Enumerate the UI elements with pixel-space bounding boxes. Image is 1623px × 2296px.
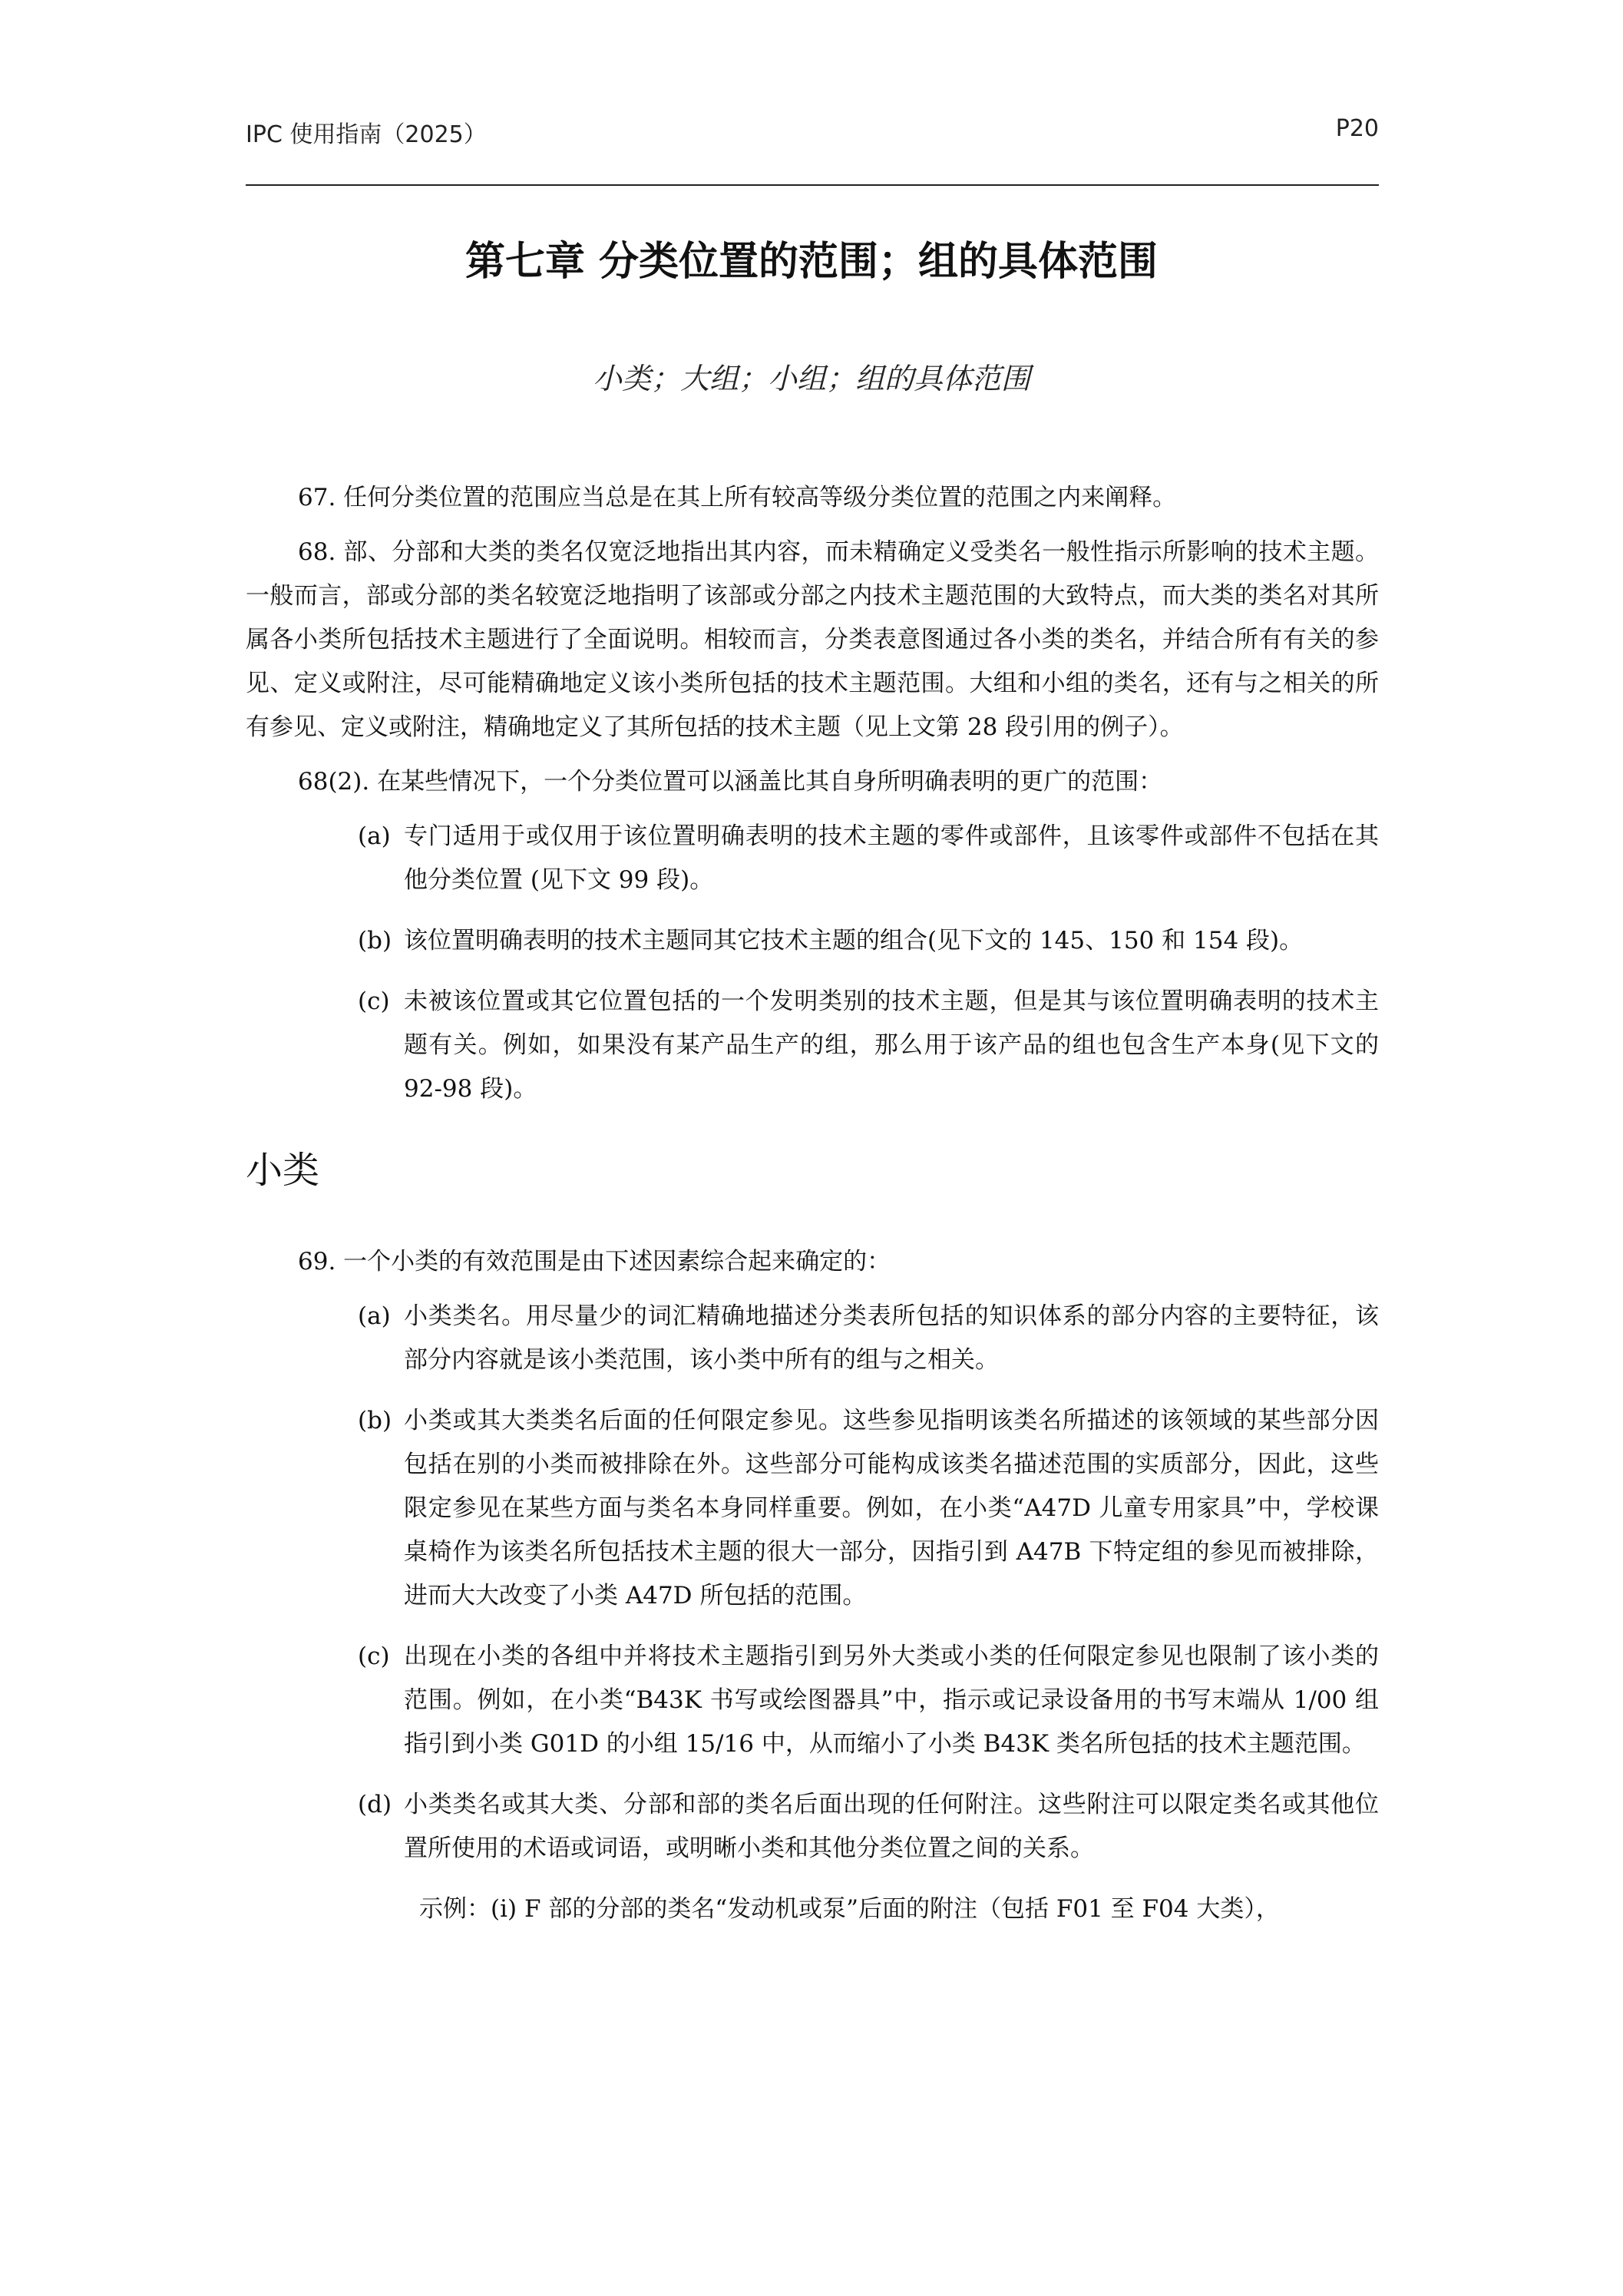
chapter-title: 第七章 分类位置的范围；组的具体范围 <box>464 239 1159 285</box>
page-number: P20 <box>1335 115 1379 142</box>
paragraph-67: 67. 任何分类位置的范围应当总是在其上所有较高等级分类位置的范围之内来阐释。 <box>298 484 1177 511</box>
list-item-text: 小类类名。用尽量少的词汇精确地描述分类表所包括的知识体系的部分内容的主要特征，该部分内容就是该小类范围，该小类中所有的组与之相关。 <box>404 1302 1379 1374</box>
list-item-label: (b) <box>358 1407 392 1434</box>
list-item <box>246 919 1379 963</box>
list-item-text: 专门适用于或仅用于该位置明确表明的技术主题的零件或部件，且该零件或部件不包括在其他分类位置 (见下文 99 段)。 <box>404 822 1379 894</box>
paragraph-68-2: 68(2). 在某些情况下，一个分类位置可以涵盖比其自身所明确表明的更广的范围： <box>298 768 1163 796</box>
header-divider <box>246 184 1379 186</box>
example-line: 示例：(i) F 部的分部的类名“发动机或泵”后面的附注（包括 F01 至 F04 大类）， <box>419 1895 1280 1923</box>
list-item-label: (b) <box>358 927 392 954</box>
paragraph-69: 69. 一个小类的有效范围是由下述因素综合起来确定的： <box>298 1248 891 1275</box>
list-item-text: 未被该位置或其它位置包括的一个发明类别的技术主题，但是其与该位置明确表明的技术主题有关。例如，如果没有某产品生产的组，那么用于该产品的组也包含生产本身(见下文的 92-98 段)。 <box>404 988 1379 1103</box>
list-item-label: (a) <box>358 822 391 850</box>
paragraph-68: 68. 部、分部和大类的类名仅宽泛地指出其内容，而未精确定义受类名一般性指示所影响的技术主题。一般而言，部或分部的类名较宽泛地指明了该部或分部之内技术主题范围的大致特点，而大类的类名对其所属各小类所包括技术主题进行了全面说明。相较而言，分类表意图通过各小类的类名，并结合所有有关的参见、定义或附注，尽可能精确地定义该小类所包括的技术主题范围。大组和小组的类名，还有与之相关的所有参见、定义或附注，精确地定义了其所包括的技术主题（见上文第 28 段引用的例子）。 <box>246 538 1379 741</box>
document-body <box>246 476 1379 1931</box>
document-title: IPC 使用指南（2025） <box>246 121 487 148</box>
list-item-text: 小类或其大类类名后面的任何限定参见。这些参见指明该类名所描述的该领域的某些部分因包括在别的小类而被排除在外。这些部分可能构成该类名描述范围的实质部分，因此，这些限定参见在某些方面与类名本身同样重要。例如，在小类“A47D 儿童专用家具”中，学校课桌椅作为该类名所包括技术主题的很大一部分，因指引到 A47B 下特定组的参见而被排除，进而大大改变了小类 A47D 所包括的范围。 <box>404 1407 1379 1610</box>
list-item <box>246 1399 1379 1618</box>
list-item-label: (c) <box>358 988 390 1015</box>
list-item <box>246 1783 1379 1871</box>
list-item-text: 该位置明确表明的技术主题同其它技术主题的组合(见下文的 145、150 和 154 段)。 <box>404 927 1304 954</box>
list-item <box>246 1295 1379 1382</box>
page-header <box>246 115 1379 161</box>
list-item <box>246 980 1379 1111</box>
list-item-label: (d) <box>358 1791 392 1818</box>
list-item-label: (a) <box>358 1302 391 1330</box>
list-item-text: 小类类名或其大类、分部和部的类名后面出现的任何附注。这些附注可以限定类名或其他位置所使用的术语或词语，或明晰小类和其他分类位置之间的关系。 <box>404 1791 1379 1862</box>
chapter-subtitle: 小类；大组；小组；组的具体范围 <box>592 362 1030 395</box>
section-heading: 小类 <box>246 1149 320 1192</box>
list-item <box>246 1635 1379 1766</box>
list-item-label: (c) <box>358 1643 390 1670</box>
list-item-text: 出现在小类的各组中并将技术主题指引到另外大类或小类的任何限定参见也限制了该小类的范围。例如，在小类“B43K 书写或绘图器具”中，指示或记录设备用的书写末端从 1/00 组指引到小类 G01D 的小组 15/16 中，从而缩小了小类 B43K 类名所包括的技术主题范围。 <box>404 1643 1379 1758</box>
list-item <box>246 815 1379 902</box>
